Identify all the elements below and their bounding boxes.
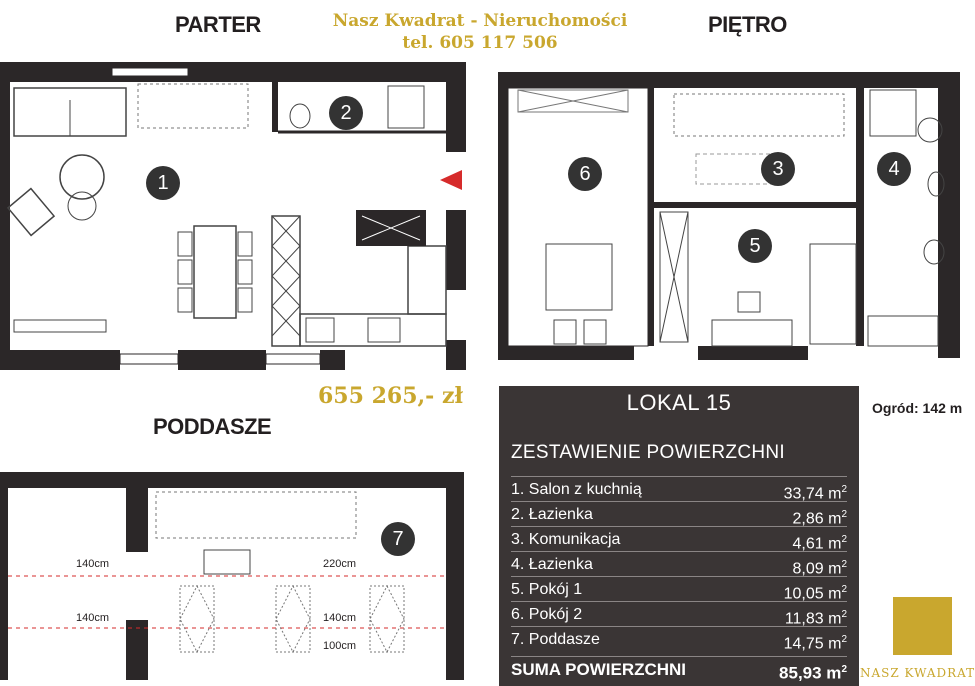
room-marker-1: 1	[146, 166, 180, 200]
area-total-row	[511, 656, 847, 682]
lokal-title: LOKAL 15	[626, 390, 732, 415]
area-row-name: 1. Salon z kuchnią	[511, 481, 642, 498]
title-poddasze: PODDASZE	[153, 414, 272, 439]
dim-right-mid: 140cm	[323, 612, 357, 624]
area-row-name: 7. Poddasze	[511, 631, 600, 648]
area-row-value: 33,74 $m^2$	[783, 484, 847, 503]
logo-square	[893, 597, 952, 655]
area-row-value: 14,75 $m^2$	[783, 634, 847, 653]
area-row-name: 3. Komunikacja	[511, 531, 621, 548]
garden-area: Ogród: 142 m	[872, 400, 963, 416]
room-marker-7: 7	[381, 522, 415, 556]
area-total-label: SUMA POWIERZCHNI	[511, 660, 687, 679]
area-row-value: 4,61 $m^2$	[792, 534, 847, 553]
area-row	[511, 576, 847, 602]
plan-parter	[0, 60, 470, 372]
agency-phone: tel. 605 117 506	[402, 33, 558, 53]
area-row-value: 2,86 $m^2$	[792, 509, 847, 528]
area-row	[511, 551, 847, 577]
price: 655 265,- zł	[318, 383, 463, 409]
room-marker-2: 2	[329, 96, 363, 130]
area-summary-panel	[499, 386, 859, 686]
logo-text: NASZ KWADRAT	[860, 666, 975, 680]
dim-left-bottom: 140cm	[76, 612, 110, 624]
area-row	[511, 626, 847, 652]
agency-header	[330, 10, 630, 54]
summary-heading: ZESTAWIENIE POWIERZCHNI	[511, 442, 785, 463]
area-row-name: 2. Łazienka	[511, 506, 593, 523]
plan-pietro	[498, 60, 962, 360]
plan-poddasze	[0, 472, 466, 682]
area-row	[511, 476, 847, 502]
room-marker-6: 6	[568, 157, 602, 191]
area-row-name: 6. Pokój 2	[511, 606, 583, 623]
room-marker-4: 4	[877, 152, 911, 186]
area-total-value: 85,93 $m^2$	[779, 663, 847, 683]
dim-left-top: 140cm	[76, 558, 110, 570]
area-row-name: 5. Pokój 1	[511, 581, 583, 598]
area-row-name: 4. Łazienka	[511, 556, 593, 573]
area-row-value: 10,05 $m^2$	[783, 584, 847, 603]
area-row-value: 11,83 $m^2$	[784, 609, 847, 628]
dim-right-top: 220cm	[323, 558, 357, 570]
agency-name: Nasz Kwadrat - Nieruchomości	[332, 11, 628, 31]
area-row	[511, 526, 847, 552]
title-pietro: PIĘTRO	[708, 12, 787, 37]
room-marker-3: 3	[761, 152, 795, 186]
area-row	[511, 601, 847, 627]
title-parter: PARTER	[175, 12, 261, 37]
area-row-value: 8,09 $m^2$	[792, 559, 847, 578]
dim-right-bottom: 100cm	[323, 640, 357, 652]
area-row	[511, 501, 847, 527]
room-marker-5: 5	[738, 229, 772, 263]
